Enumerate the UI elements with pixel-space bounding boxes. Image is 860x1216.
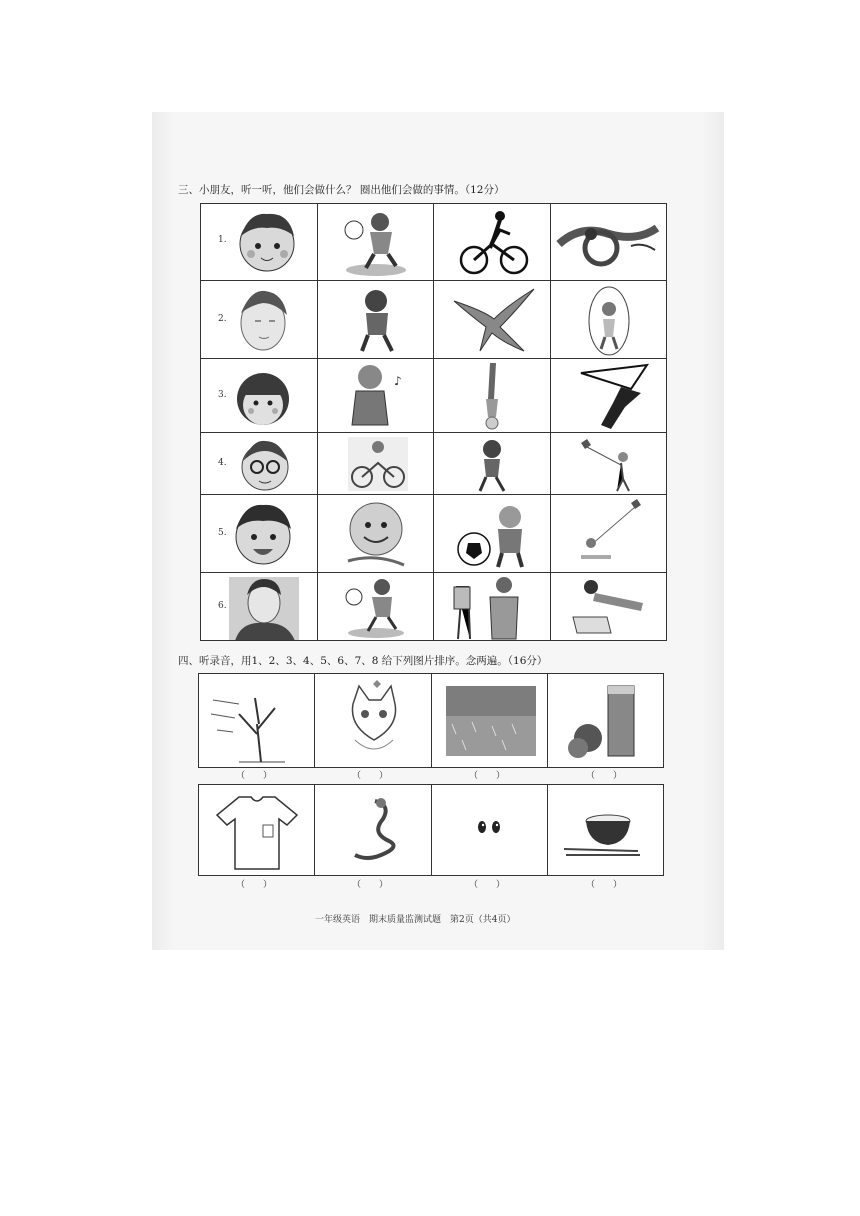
eyes-icon: [432, 785, 548, 876]
row1-col3-cell: [433, 203, 551, 281]
girl-cycling-icon: [318, 433, 434, 495]
row-number: 4.: [218, 458, 227, 468]
s4-row1-col1-cell: [198, 673, 315, 768]
row4-col2-cell: [317, 432, 434, 495]
girl-glasses-face-icon: [201, 433, 318, 495]
cat-icon: [315, 674, 432, 768]
boy-football-icon: [318, 204, 434, 281]
reading-icon: [551, 573, 667, 641]
s4-row2-col2-cell: [314, 784, 432, 876]
s4-row1-col4-cell: [547, 673, 664, 768]
answer-blank[interactable]: （ ）: [469, 771, 506, 781]
painting-icon: [434, 573, 551, 641]
svg-text:♪: ♪: [394, 374, 402, 388]
page-footer: 一年级英语 期末质量监测试题 第2页（共4页）: [315, 915, 516, 925]
boy-face-icon: [201, 204, 318, 281]
ball-character-icon: [318, 495, 434, 573]
kite-flying-icon: [551, 495, 667, 573]
answer-blank[interactable]: （ ）: [352, 771, 389, 781]
row3-col2-cell: [317, 358, 434, 433]
s4-row1-col3-cell: [431, 673, 548, 768]
answer-blank[interactable]: （ ）: [352, 880, 389, 890]
answer-blank[interactable]: （ ）: [586, 880, 623, 890]
row1-col1-cell: [200, 203, 318, 281]
t-shirt-icon: [199, 785, 315, 876]
kite-flying-icon: [551, 433, 667, 495]
windy-tree-icon: [199, 674, 315, 768]
girl-singing-icon: [318, 359, 434, 433]
answer-blank[interactable]: （ ）: [586, 771, 623, 781]
rice-bowl-icon: [548, 785, 664, 876]
juice-icon: [548, 674, 664, 768]
s4-row2-col1-cell: [198, 784, 315, 876]
girl-bob-face-icon: [201, 359, 318, 433]
answer-blank[interactable]: （ ）: [236, 771, 273, 781]
boy-smiling-face-icon: [201, 495, 318, 573]
row1-col2-cell: [317, 203, 434, 281]
row6-col4-cell: [550, 572, 667, 641]
noodles-icon: [315, 785, 432, 876]
jump-rope-icon: [551, 281, 667, 359]
boy-football-icon: [318, 573, 434, 641]
row4-col4-cell: [550, 432, 667, 495]
row1-col4-cell: [550, 203, 667, 281]
row3-col1-cell: [200, 358, 318, 433]
girl-running-icon: [434, 433, 551, 495]
boy-football-icon: [434, 495, 551, 573]
girl-running-icon: [318, 281, 434, 359]
row2-col4-cell: [550, 280, 667, 359]
row2-col2-cell: [317, 280, 434, 359]
swimming-icon: [551, 204, 667, 281]
section3-title: 三、小朋友，听一听，他们会做什么？ 圈出他们会做的事情。（12分）: [178, 184, 505, 196]
answer-blank[interactable]: （ ）: [469, 880, 506, 890]
row-number: 2.: [218, 314, 227, 324]
row-number: 3.: [218, 390, 227, 400]
row6-col2-cell: [317, 572, 434, 641]
row4-col1-cell: [200, 432, 318, 495]
row5-col2-cell: [317, 494, 434, 573]
row-number: 6.: [218, 601, 227, 611]
row-number: 1.: [218, 235, 227, 245]
answer-blank[interactable]: （ ）: [236, 880, 273, 890]
girl-face-icon: [201, 281, 318, 359]
row3-col4-cell: [550, 358, 667, 433]
cycling-icon: [434, 204, 551, 281]
section4-title: 四、听录音，用1、2、3、4、5、6、7、8 给下列图片排序。念两遍。（16分）: [178, 655, 548, 667]
row6-col3-cell: [433, 572, 551, 641]
row2-col1-cell: [200, 280, 318, 359]
rain-icon: [432, 674, 548, 768]
rope-climbing-icon: [434, 359, 551, 433]
row6-col1-cell: [200, 572, 318, 641]
row2-col3-cell: [433, 280, 551, 359]
row5-col1-cell: [200, 494, 318, 573]
s4-row2-col4-cell: [547, 784, 664, 876]
row5-col4-cell: [550, 494, 667, 573]
row5-col3-cell: [433, 494, 551, 573]
s4-row1-col2-cell: [314, 673, 432, 768]
row3-col3-cell: [433, 358, 551, 433]
kite-icon: [551, 359, 667, 433]
row-number: 5.: [218, 528, 227, 538]
bird-flying-icon: [434, 281, 551, 359]
man-face-icon: [201, 573, 318, 641]
row4-col3-cell: [433, 432, 551, 495]
s4-row2-col3-cell: [431, 784, 548, 876]
